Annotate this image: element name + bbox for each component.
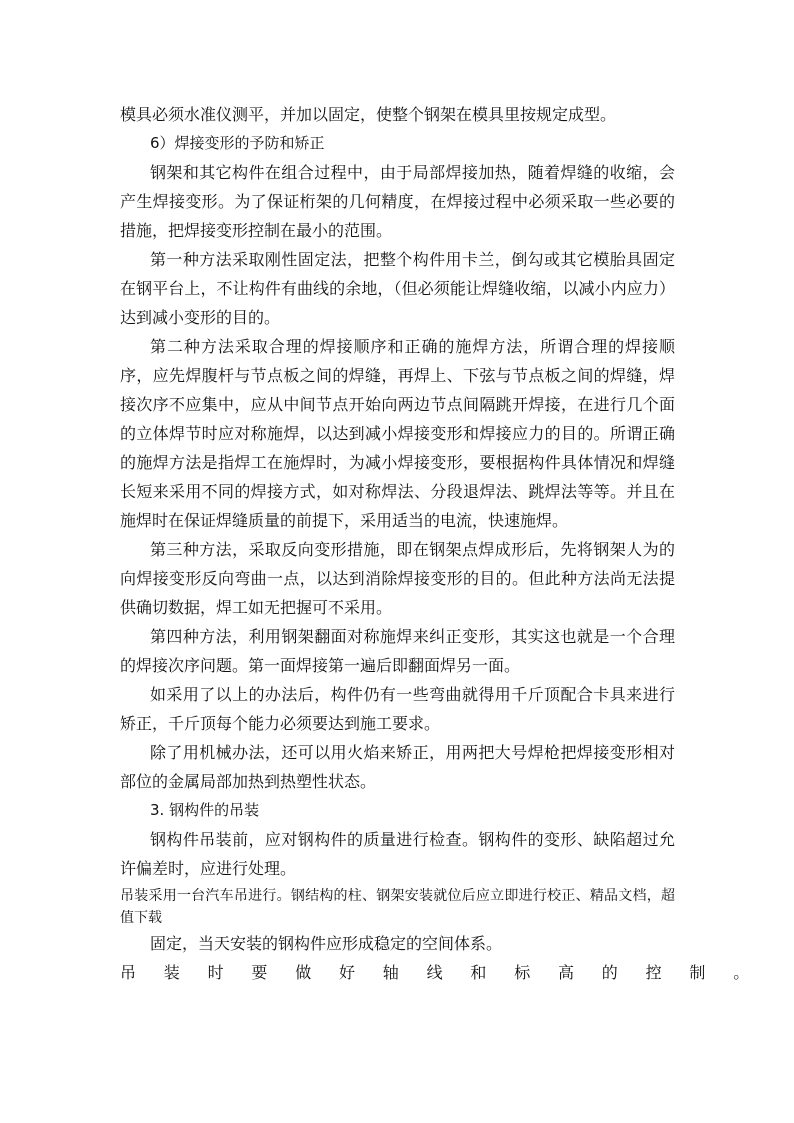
paragraph-axis-control: 吊装时要做好轴线和标高的控制。 (120, 963, 778, 982)
paragraph-fixing-system: 固定，当天安装的钢构件应形成稳定的空间体系。 (150, 934, 503, 953)
paragraph-method-one: 第一种方法采取刚性固定法，把整个构件用卡兰，倒勾或其它模胎具固定在钢平台上，不让构件有曲线的余地，（但必须能让焊缝收缩，以减小内应力）达到减小变形的目的。 (120, 250, 675, 327)
paragraph-hoisting-inspection: 钢构件吊装前，应对钢构件的质量进行检查。钢构件的变形、缺陷超过允许偏差时，应进行处理。 (120, 830, 675, 878)
paragraph-mold-fixing: 模具必须水准仪测平，并加以固定，使整个钢架在模具里按规定成型。 (120, 105, 617, 124)
paragraph-method-two: 第二种方法采取合理的焊接顺序和正确的施焊方法，所谓合理的焊接顺序，应先焊腹杆与节点板之间的焊缝，再焊上、下弦与节点板之间的焊缝，焊接次序不应集中，应从中间节点开始向两边节点间隔跳开焊接，在进行几个面的立体焊节时应对称施焊，以达到减小焊接变形和焊接应力的目的。所谓正确的施焊方法是指焊工在施焊时，为减小焊接变形，要根据构件具体情况和焊缝长短来采用不同的焊接方式，如对称焊法、分段退焊法、跳焊法等等。并且在施焊时在保证焊缝质量的前提下，采用适当的电流，快速施焊。 (120, 337, 675, 530)
document-body (120, 100, 778, 987)
paragraph-method-three: 第三种方法，采取反向变形措施，即在钢架点焊成形后，先将钢架人为的向焊接变形反向弯曲一点，以达到消除焊接变形的目的。但此种方法尚无法提供确切数据，焊工如无把握可不采用。 (120, 540, 675, 617)
paragraph-truck-crane: 吊装采用一台汽车吊进行。钢结构的柱、钢架安装就位后应立即进行校正、精品文档，超值下载 (120, 888, 675, 926)
heading-weld-deformation: 6）焊接变形的予防和矫正 (150, 134, 325, 152)
paragraph-weld-deformation-intro: 钢架和其它构件在组合过程中，由于局部焊接加热，随着焊缝的收缩，会产生焊接变形。为了保证桁架的几何精度，在焊接过程中必须采取一些必要的措施，把焊接变形控制在最小的范围。 (120, 163, 675, 240)
paragraph-flame-correction: 除了用机械办法，还可以用火焰来矫正，用两把大号焊枪把焊接变形相对部位的金属局部加热到热塑性状态。 (120, 743, 675, 791)
heading-steel-hoisting: 3. 钢构件的吊装 (150, 801, 260, 819)
paragraph-method-four: 第四种方法，利用钢架翻面对称施焊来纠正变形，其实这也就是一个合理的焊接次序问题。第一面焊接第一遍后即翻面焊另一面。 (120, 627, 675, 675)
paragraph-jack-correction: 如采用了以上的办法后，构件仍有一些弯曲就得用千斤顶配合卡具来进行矫正，千斤顶每个能力必须要达到施工要求。 (120, 685, 675, 733)
